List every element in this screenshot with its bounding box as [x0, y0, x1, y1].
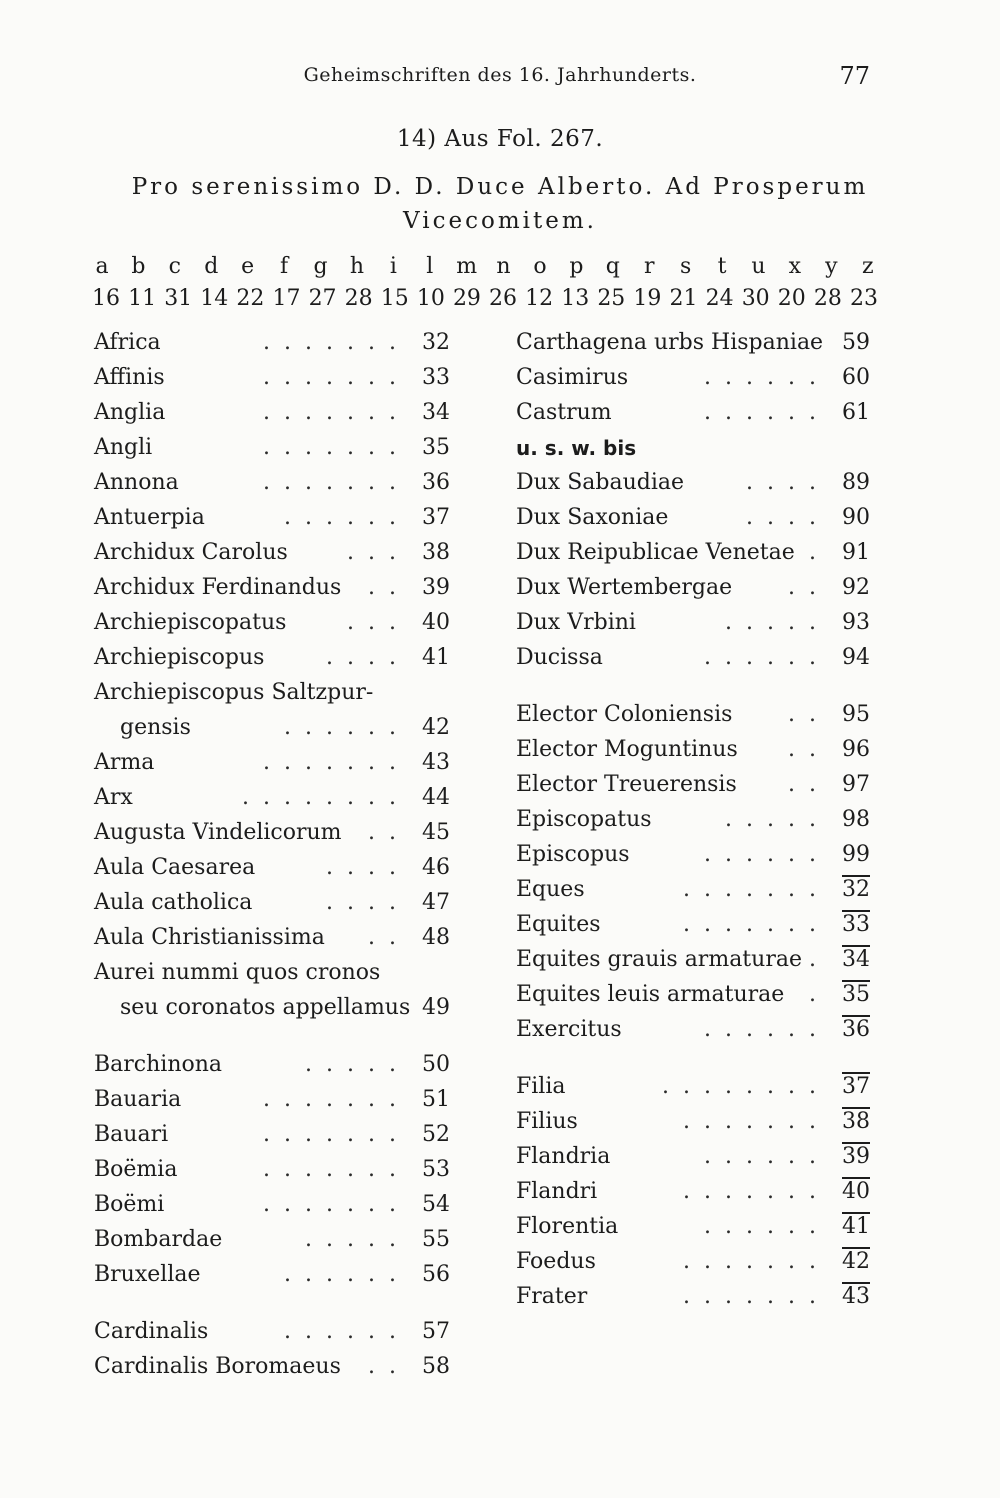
index-entry	[516, 1212, 876, 1247]
index-term: Ducissa	[516, 645, 603, 670]
dot-leader: ..	[368, 1354, 410, 1379]
index-entry	[94, 608, 456, 643]
index-number: 43	[422, 750, 450, 775]
index-number: 90	[842, 505, 870, 530]
index-number: 35	[422, 435, 450, 460]
cipher-number: 14	[200, 286, 229, 311]
dot-leader: .....	[725, 807, 830, 832]
index-entry	[94, 1260, 456, 1295]
dedication	[100, 170, 900, 238]
index-term: Archiepiscopus Saltzpur-	[94, 680, 374, 705]
index-term: Dux Wertembergae	[516, 575, 733, 600]
cipher-letter: h	[349, 254, 365, 279]
index-entry	[516, 608, 876, 643]
index-number: 59	[842, 330, 870, 355]
dot-leader: ......	[704, 1214, 830, 1239]
index-entry	[516, 538, 876, 573]
index-number: 52	[422, 1122, 450, 1147]
index-entry	[516, 1072, 876, 1107]
index-number: 98	[842, 807, 870, 832]
index-entry	[94, 923, 456, 958]
index-number: 93	[842, 610, 870, 635]
index-entry	[94, 1225, 456, 1260]
cipher-letter: g	[313, 254, 328, 279]
page-number: 77	[839, 62, 870, 90]
index-term: Archidux Carolus	[94, 540, 288, 565]
cipher-number: 15	[380, 286, 409, 311]
index-term: Episcopatus	[516, 807, 652, 832]
dot-leader: .	[809, 947, 830, 972]
index-number: 39	[842, 1144, 870, 1169]
section-heading: 14) Aus Fol. 267.	[396, 126, 604, 152]
index-entry	[94, 958, 456, 993]
index-number: 33	[422, 365, 450, 390]
dot-leader: ..	[788, 772, 830, 797]
index-number: 34	[842, 947, 870, 972]
index-term: u. s. w. bis	[516, 436, 637, 460]
index-entry	[516, 468, 876, 503]
index-number: 36	[422, 470, 450, 495]
dot-leader: .	[809, 982, 830, 1007]
cipher-number: 17	[272, 286, 301, 311]
dot-leader: ..	[368, 575, 410, 600]
dot-leader: .......	[263, 1192, 410, 1217]
index-term: Aurei nummi quos cronos	[94, 960, 381, 985]
dot-leader: ........	[662, 1074, 830, 1099]
cipher-letters-row	[92, 254, 878, 279]
dot-leader: .	[809, 540, 830, 565]
dot-leader: .....	[725, 610, 830, 635]
cipher-number: 29	[452, 286, 481, 311]
index-term: gensis	[120, 715, 191, 740]
cipher-number: 30	[741, 286, 770, 311]
cipher-letter: b	[131, 254, 146, 279]
dot-leader: ......	[704, 1017, 830, 1042]
cipher-number: 28	[344, 286, 373, 311]
dot-leader: ......	[284, 1319, 410, 1344]
cipher-number: 13	[561, 286, 590, 311]
cipher-letter: y	[825, 254, 838, 279]
cipher-letter: m	[456, 254, 478, 279]
cipher-letter: c	[168, 254, 181, 279]
cipher-letter: l	[426, 254, 434, 279]
index-term: Florentia	[516, 1214, 619, 1239]
index-term: Archiepiscopatus	[94, 610, 287, 635]
index-right-column	[516, 328, 876, 1317]
dot-leader: .....	[305, 1052, 410, 1077]
index-entry	[516, 700, 876, 735]
index-entry	[94, 363, 456, 398]
index-entry	[516, 805, 876, 840]
index-number: 37	[842, 1074, 870, 1099]
index-entry	[94, 573, 456, 608]
dot-leader: ....	[326, 855, 410, 880]
index-entry	[516, 1177, 876, 1212]
cipher-letter: o	[533, 254, 547, 279]
index-number: 38	[842, 1109, 870, 1134]
index-number: 42	[422, 715, 450, 740]
index-number: 43	[842, 1284, 870, 1309]
index-entry	[516, 980, 876, 1015]
index-number: 92	[842, 575, 870, 600]
dot-leader: ........	[242, 785, 410, 810]
dot-leader: .......	[263, 330, 410, 355]
index-number: 44	[422, 785, 450, 810]
index-number: 50	[422, 1052, 450, 1077]
cipher-letter: d	[204, 254, 219, 279]
index-entry	[94, 1050, 456, 1085]
index-term: Filia	[516, 1074, 566, 1099]
cipher-number: 22	[236, 286, 265, 311]
cipher-letter: q	[605, 254, 620, 279]
index-entry	[516, 1247, 876, 1282]
cipher-letter: f	[280, 254, 289, 279]
index-entry	[516, 643, 876, 678]
index-entry	[94, 748, 456, 783]
index-entry	[516, 770, 876, 805]
cipher-letter: r	[643, 254, 655, 279]
index-entry	[94, 678, 456, 713]
index-term: Boëmi	[94, 1192, 165, 1217]
index-term: Elector Coloniensis	[516, 702, 733, 727]
index-number: 54	[422, 1192, 450, 1217]
dot-leader: ....	[326, 645, 410, 670]
index-term: Episcopus	[516, 842, 630, 867]
dot-leader: ....	[326, 890, 410, 915]
dot-leader: .......	[263, 750, 410, 775]
index-entry	[94, 888, 456, 923]
index-number: 49	[422, 995, 450, 1020]
cipher-number: 11	[128, 286, 157, 311]
index-entry	[94, 1352, 456, 1387]
index-entry	[94, 538, 456, 573]
index-term: Dux Reipublicae Venetae	[516, 540, 795, 565]
index-entry	[516, 573, 876, 608]
index-term: Antuerpia	[94, 505, 205, 530]
index-term: Boëmia	[94, 1157, 178, 1182]
index-term: Aula Caesarea	[94, 855, 256, 880]
running-title: Geheimschriften des 16. Jahrhunderts.	[303, 64, 697, 86]
index-term: seu coronatos appellamus	[120, 995, 411, 1020]
index-term: Archiepiscopus	[94, 645, 265, 670]
index-term: Elector Treuerensis	[516, 772, 737, 797]
index-entry	[516, 1142, 876, 1177]
index-number: 57	[422, 1319, 450, 1344]
index-number: 32	[842, 877, 870, 902]
cipher-number: 12	[525, 286, 554, 311]
index-term: Exercitus	[516, 1017, 622, 1042]
index-entry	[94, 398, 456, 433]
index-entry	[94, 713, 456, 748]
dot-leader: .......	[263, 1087, 410, 1112]
index-number: 58	[422, 1354, 450, 1379]
index-number: 53	[422, 1157, 450, 1182]
index-entry	[94, 433, 456, 468]
index-number: 36	[842, 1017, 870, 1042]
dedication-line-2: Vicecomitem.	[403, 208, 597, 234]
index-entry	[94, 503, 456, 538]
dot-leader: .......	[263, 435, 410, 460]
dot-leader: .....	[305, 1227, 410, 1252]
dot-leader: ......	[284, 1262, 410, 1287]
index-entry	[94, 1085, 456, 1120]
cipher-number: 23	[849, 286, 878, 311]
index-number: 51	[422, 1087, 450, 1112]
running-head	[0, 64, 1000, 96]
index-number: 46	[422, 855, 450, 880]
index-entry	[94, 853, 456, 888]
cipher-letter: u	[751, 254, 766, 279]
index-entry	[516, 328, 876, 363]
index-term: Bombardae	[94, 1227, 223, 1252]
index-term: Archidux Ferdinandus	[94, 575, 342, 600]
index-number: 37	[422, 505, 450, 530]
dot-leader: .......	[683, 1109, 830, 1134]
dot-leader: .......	[263, 400, 410, 425]
index-number: 40	[842, 1179, 870, 1204]
index-number: 61	[842, 400, 870, 425]
index-term: Frater	[516, 1284, 588, 1309]
dot-leader: ..	[788, 737, 830, 762]
index-term: Filius	[516, 1109, 578, 1134]
dot-leader: ......	[704, 400, 830, 425]
dot-leader: .......	[263, 1122, 410, 1147]
dot-leader: ....	[746, 505, 830, 530]
index-number: 41	[842, 1214, 870, 1239]
index-left-column	[94, 328, 456, 1387]
dot-leader: .......	[683, 912, 830, 937]
dot-leader: .......	[263, 470, 410, 495]
index-entry	[516, 910, 876, 945]
cipher-number: 10	[416, 286, 445, 311]
index-entry	[94, 1155, 456, 1190]
index-term: Bruxellae	[94, 1262, 201, 1287]
index-number: 47	[422, 890, 450, 915]
index-entry	[516, 503, 876, 538]
index-number: 97	[842, 772, 870, 797]
dot-leader: ..	[368, 925, 410, 950]
index-number: 94	[842, 645, 870, 670]
index-entry	[94, 818, 456, 853]
index-number: 41	[422, 645, 450, 670]
index-term: Bauari	[94, 1122, 169, 1147]
cipher-number: 27	[308, 286, 337, 311]
index-entry	[516, 363, 876, 398]
index-entry	[516, 875, 876, 910]
index-term: Flandri	[516, 1179, 598, 1204]
cipher-number: 31	[164, 286, 193, 311]
index-number: 96	[842, 737, 870, 762]
cipher-letter: z	[861, 254, 874, 279]
cipher-letter: n	[496, 254, 511, 279]
index-term: Casimirus	[516, 365, 629, 390]
dot-leader: ......	[704, 365, 830, 390]
index-entry	[94, 643, 456, 678]
index-number: 34	[422, 400, 450, 425]
cipher-number: 16	[92, 286, 120, 311]
index-entry	[94, 328, 456, 363]
cipher-letter: t	[717, 254, 727, 279]
cipher-letter: s	[679, 254, 692, 279]
index-entry	[94, 783, 456, 818]
index-number: 56	[422, 1262, 450, 1287]
cipher-numbers-row	[92, 286, 878, 311]
dot-leader: ..	[788, 575, 830, 600]
index-number: 95	[842, 702, 870, 727]
index-term: Aula Christianissima	[94, 925, 325, 950]
dot-leader: .......	[683, 877, 830, 902]
dot-leader: ....	[746, 470, 830, 495]
index-term: Cardinalis	[94, 1319, 209, 1344]
dedication-line-1: Pro serenissimo D. D. Duce Alberto. Ad Prosperum	[131, 174, 869, 200]
cipher-number: 21	[669, 286, 698, 311]
index-entry	[516, 1282, 876, 1317]
index-entry	[516, 1015, 876, 1050]
dot-leader: ......	[284, 505, 410, 530]
dot-leader: ...	[347, 610, 410, 635]
index-entry	[94, 1190, 456, 1225]
index-term: Carthagena urbs Hispaniae	[516, 330, 824, 355]
dot-leader: ......	[704, 645, 830, 670]
dot-leader: ..	[788, 702, 830, 727]
index-term: Eques	[516, 877, 585, 902]
index-number: 45	[422, 820, 450, 845]
index-entry	[516, 840, 876, 875]
cipher-letter: p	[569, 254, 584, 279]
cipher-letter: e	[241, 254, 255, 279]
dot-leader: ......	[704, 842, 830, 867]
cipher-number: 20	[777, 286, 806, 311]
dot-leader: .......	[683, 1284, 830, 1309]
dot-leader: .......	[683, 1179, 830, 1204]
index-term: Elector Moguntinus	[516, 737, 738, 762]
index-term: Aula catholica	[94, 890, 253, 915]
index-number: 39	[422, 575, 450, 600]
cipher-letter: a	[95, 254, 109, 279]
index-term: Barchinona	[94, 1052, 223, 1077]
cipher-number: 24	[705, 286, 734, 311]
index-term: Arma	[94, 750, 155, 775]
index-term: Castrum	[516, 400, 612, 425]
dot-leader: ...	[347, 540, 410, 565]
index-term: Augusta Vindelicorum	[94, 820, 342, 845]
cipher-number: 25	[597, 286, 626, 311]
index-entry	[94, 993, 456, 1028]
index-number: 99	[842, 842, 870, 867]
index-term: Foedus	[516, 1249, 596, 1274]
dot-leader: .......	[263, 365, 410, 390]
cipher-number: 28	[813, 286, 842, 311]
index-number: 89	[842, 470, 870, 495]
index-entry	[516, 945, 876, 980]
index-term: Dux Saxoniae	[516, 505, 669, 530]
index-number: 48	[422, 925, 450, 950]
index-term: Cardinalis Boromaeus	[94, 1354, 341, 1379]
index-term: Equites leuis armaturae	[516, 982, 785, 1007]
cipher-number: 19	[633, 286, 662, 311]
dot-leader: .......	[263, 1157, 410, 1182]
index-term: Arx	[94, 785, 133, 810]
index-number: 55	[422, 1227, 450, 1252]
dot-leader: ......	[704, 1144, 830, 1169]
index-entry	[94, 1120, 456, 1155]
index-entry	[516, 433, 876, 468]
index-entry	[94, 468, 456, 503]
index-number: 42	[842, 1249, 870, 1274]
index-number: 33	[842, 912, 870, 937]
index-number: 91	[842, 540, 870, 565]
cipher-number: 26	[489, 286, 518, 311]
dot-leader: ......	[284, 715, 410, 740]
cipher-letter: i	[389, 254, 397, 279]
index-number: 32	[422, 330, 450, 355]
dot-leader: ..	[368, 820, 410, 845]
index-entry	[94, 1317, 456, 1352]
index-term: Angli	[94, 435, 153, 460]
index-number: 35	[842, 982, 870, 1007]
index-number: 40	[422, 610, 450, 635]
index-term: Equites	[516, 912, 601, 937]
dot-leader: .......	[683, 1249, 830, 1274]
index-term: Annona	[94, 470, 179, 495]
index-term: Dux Sabaudiae	[516, 470, 685, 495]
cipher-letter: x	[788, 254, 802, 279]
index-entry	[516, 398, 876, 433]
index-entry	[516, 1107, 876, 1142]
index-entry	[516, 735, 876, 770]
index-term: Equites grauis armaturae	[516, 947, 802, 972]
index-term: Africa	[94, 330, 161, 355]
index-term: Flandria	[516, 1144, 611, 1169]
index-term: Anglia	[94, 400, 166, 425]
index-number: 60	[842, 365, 870, 390]
index-term: Affinis	[94, 365, 165, 390]
index-term: Dux Vrbini	[516, 610, 636, 635]
index-term: Bauaria	[94, 1087, 182, 1112]
index-number: 38	[422, 540, 450, 565]
